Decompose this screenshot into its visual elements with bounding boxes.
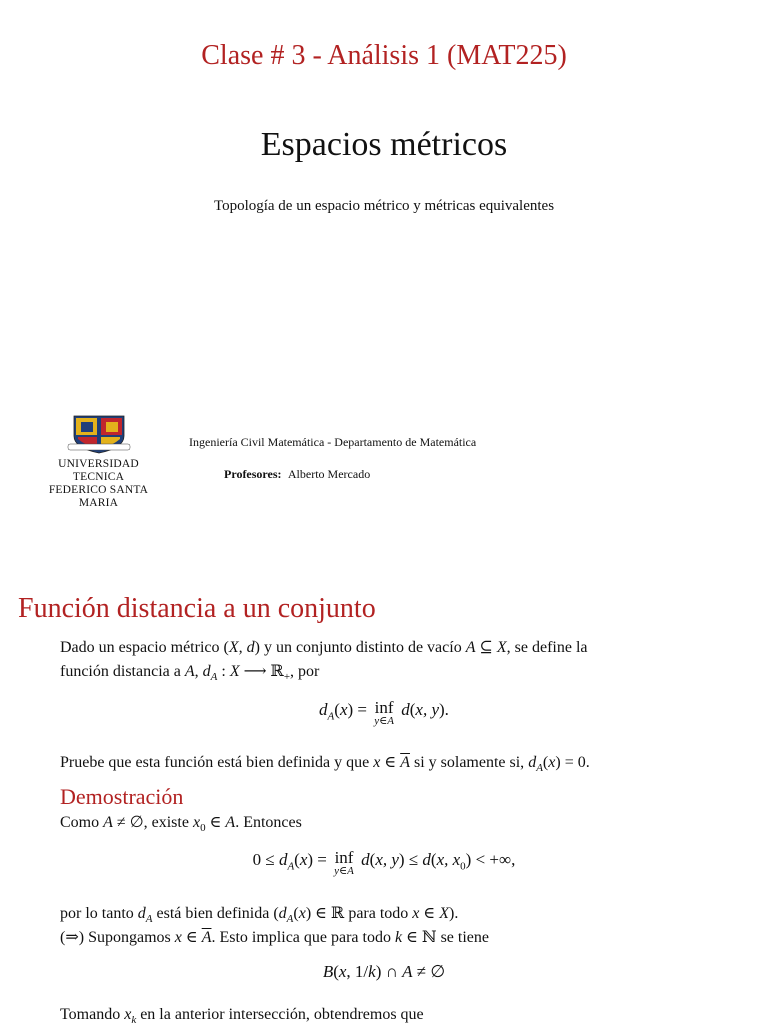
topic-subtitle: Topología de un espacio métrico y métricas equivalentes <box>213 198 555 214</box>
paragraph-taking: Tomando $x_k$ en la anterior intersección, obtendremos que <box>60 1006 424 1027</box>
paragraph-implication: (⇒) Supongamos x ∈ $\overline{A}$. Esto implica que para todo k ∈ ℕ se tiene <box>60 929 489 946</box>
department-line: Ingeniería Civil Matemática - Departamento de Matemática <box>189 435 477 449</box>
paragraph-proof-start: Como A ≠ ∅, existe $x_0$ ∈ A. Entonces <box>60 814 302 835</box>
university-shield-icon <box>66 414 132 454</box>
university-name-line-2: FEDERICO SANTA MARIA <box>48 484 149 509</box>
course-title: Clase # 3 - Análisis 1 (MAT225) <box>201 40 567 71</box>
page-title: Espacios métricos <box>260 126 508 163</box>
equation-ball: B(x, 1/k) ∩ A ≠ ∅ <box>322 962 446 981</box>
university-name-line-1: UNIVERSIDAD TECNICA <box>58 458 139 483</box>
equation-definition: $d_A(x)$ = inf y∈A d(x, y). <box>319 698 449 727</box>
demo-heading: Demostración <box>60 784 184 809</box>
university-name <box>36 458 161 510</box>
section-heading: Función distancia a un conjunto <box>18 593 376 624</box>
professors-names: Alberto Mercado <box>287 467 371 481</box>
professors-label: Profesores: <box>224 467 282 481</box>
equation-bound: $0 \le d_A(x)$ = inf y∈A d(x, y) ≤ d(x, $x_0$) < +∞, <box>252 848 516 877</box>
university-logo <box>36 414 161 510</box>
paragraph-exercise: Pruebe que esta función está bien definida y que x ∈ $\overline{A}$ si y solamente si, $d_A(x) = 0$. <box>60 754 590 775</box>
professors-line <box>224 467 370 482</box>
paragraph-well-defined: por lo tanto $d_A$ está bien definida ($d_A(x)$ ∈ ℝ para todo x ∈ X). <box>60 905 459 926</box>
paragraph-definition: Dado un espacio métrico (X, d) y un conjunto distinto de vacío A ⊆ X, se define la función distancia a A, $d_A$ : X ⟶ ℝ$_+$, por <box>60 639 588 684</box>
